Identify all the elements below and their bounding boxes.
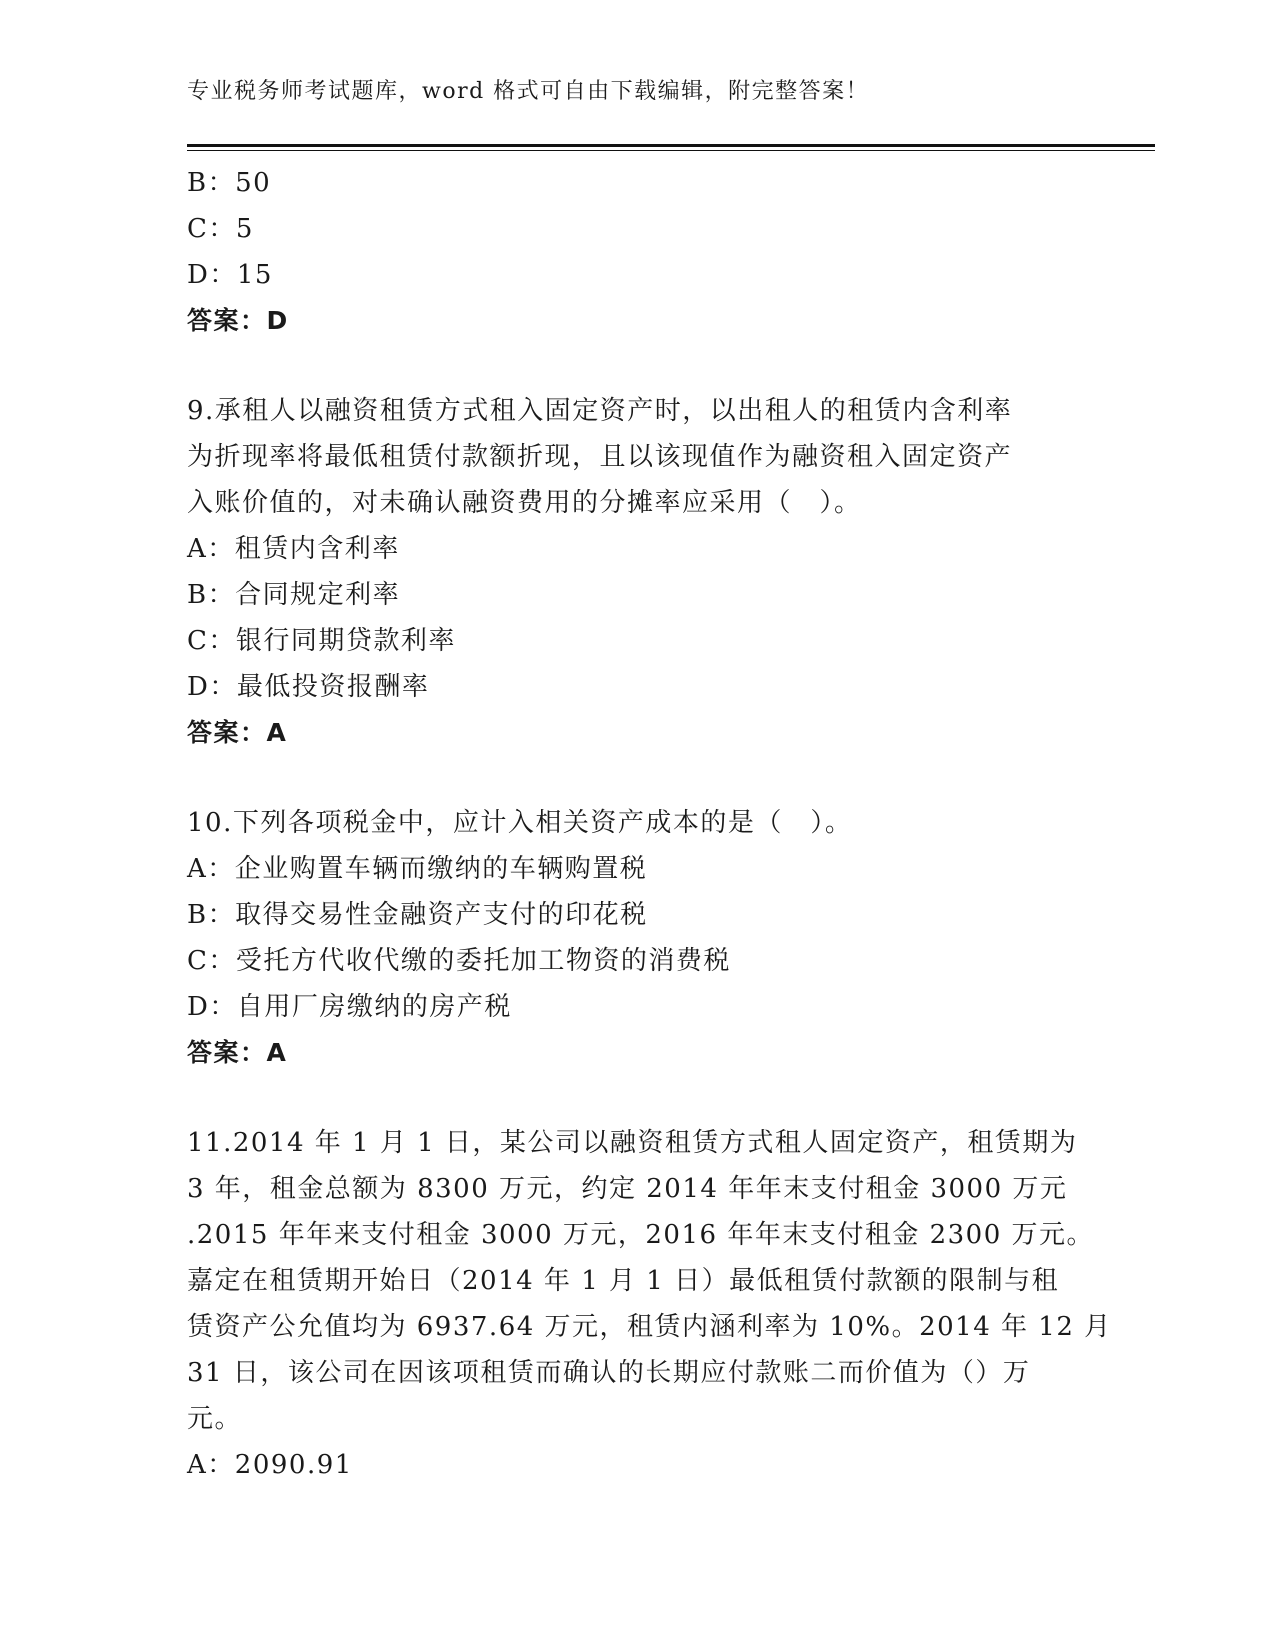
q10-option-d: D：自用厂房缴纳的房产税 bbox=[187, 992, 512, 1022]
header-rule-thin bbox=[187, 150, 1155, 151]
question-11-line-2: 3 年，租金总额为 8300 万元，约定 2014 年年末支付租金 3000 万元 bbox=[187, 1174, 1068, 1204]
q9-option-b: B：合同规定利率 bbox=[187, 580, 401, 610]
q10-answer: 答案：A bbox=[187, 1038, 288, 1067]
option-d: D：15 bbox=[187, 260, 273, 290]
header-rule-thick bbox=[187, 144, 1155, 147]
option-c: C：5 bbox=[187, 214, 254, 244]
q10-option-b: B：取得交易性金融资产支付的印花税 bbox=[187, 900, 648, 930]
question-11-line-7: 元。 bbox=[187, 1404, 243, 1434]
q9-answer: 答案：A bbox=[187, 718, 288, 747]
question-9-line-1: 9.承租人以融资租赁方式租入固定资产时，以出租人的租赁内含利率 bbox=[187, 396, 1013, 426]
q9-option-c: C：银行同期贷款利率 bbox=[187, 626, 456, 656]
q9-option-a: A：租赁内含利率 bbox=[187, 534, 400, 564]
question-11-line-5: 赁资产公允值均为 6937.64 万元，租赁内涵利率为 10%。2014 年 12 月 bbox=[187, 1312, 1112, 1342]
question-9-line-3: 入账价值的，对未确认融资费用的分摊率应采用（ ）。 bbox=[187, 488, 862, 518]
option-b: B：50 bbox=[187, 168, 272, 198]
q10-option-c: C：受托方代收代缴的委托加工物资的消费税 bbox=[187, 946, 731, 976]
page-header: 专业税务师考试题库，word 格式可自由下载编辑，附完整答案！ bbox=[187, 79, 870, 104]
question-11-line-4: 嘉定在租赁期开始日（2014 年 1 月 1 日）最低租赁付款额的限制与租 bbox=[187, 1266, 1060, 1296]
question-11-line-3: .2015 年年来支付租金 3000 万元，2016 年年末支付租金 2300 万元。 bbox=[187, 1220, 1095, 1250]
question-11-line-6: 31 日，该公司在因该项租赁而确认的长期应付款账二而价值为（）万 bbox=[187, 1358, 1031, 1388]
q11-option-a: A：2090.91 bbox=[187, 1450, 353, 1480]
answer-line: 答案：D bbox=[187, 306, 289, 335]
question-11-line-1: 11.2014 年 1 月 1 日，某公司以融资租赁方式租人固定资产，租赁期为 bbox=[187, 1128, 1078, 1158]
q10-option-a: A：企业购置车辆而缴纳的车辆购置税 bbox=[187, 854, 648, 884]
question-10-line-1: 10.下列各项税金中，应计入相关资产成本的是（ ）。 bbox=[187, 808, 853, 838]
question-9-line-2: 为折现率将最低租赁付款额折现，且以该现值作为融资租入固定资产 bbox=[187, 442, 1013, 472]
document-body bbox=[187, 160, 1112, 1488]
q9-option-d: D：最低投资报酬率 bbox=[187, 672, 430, 702]
